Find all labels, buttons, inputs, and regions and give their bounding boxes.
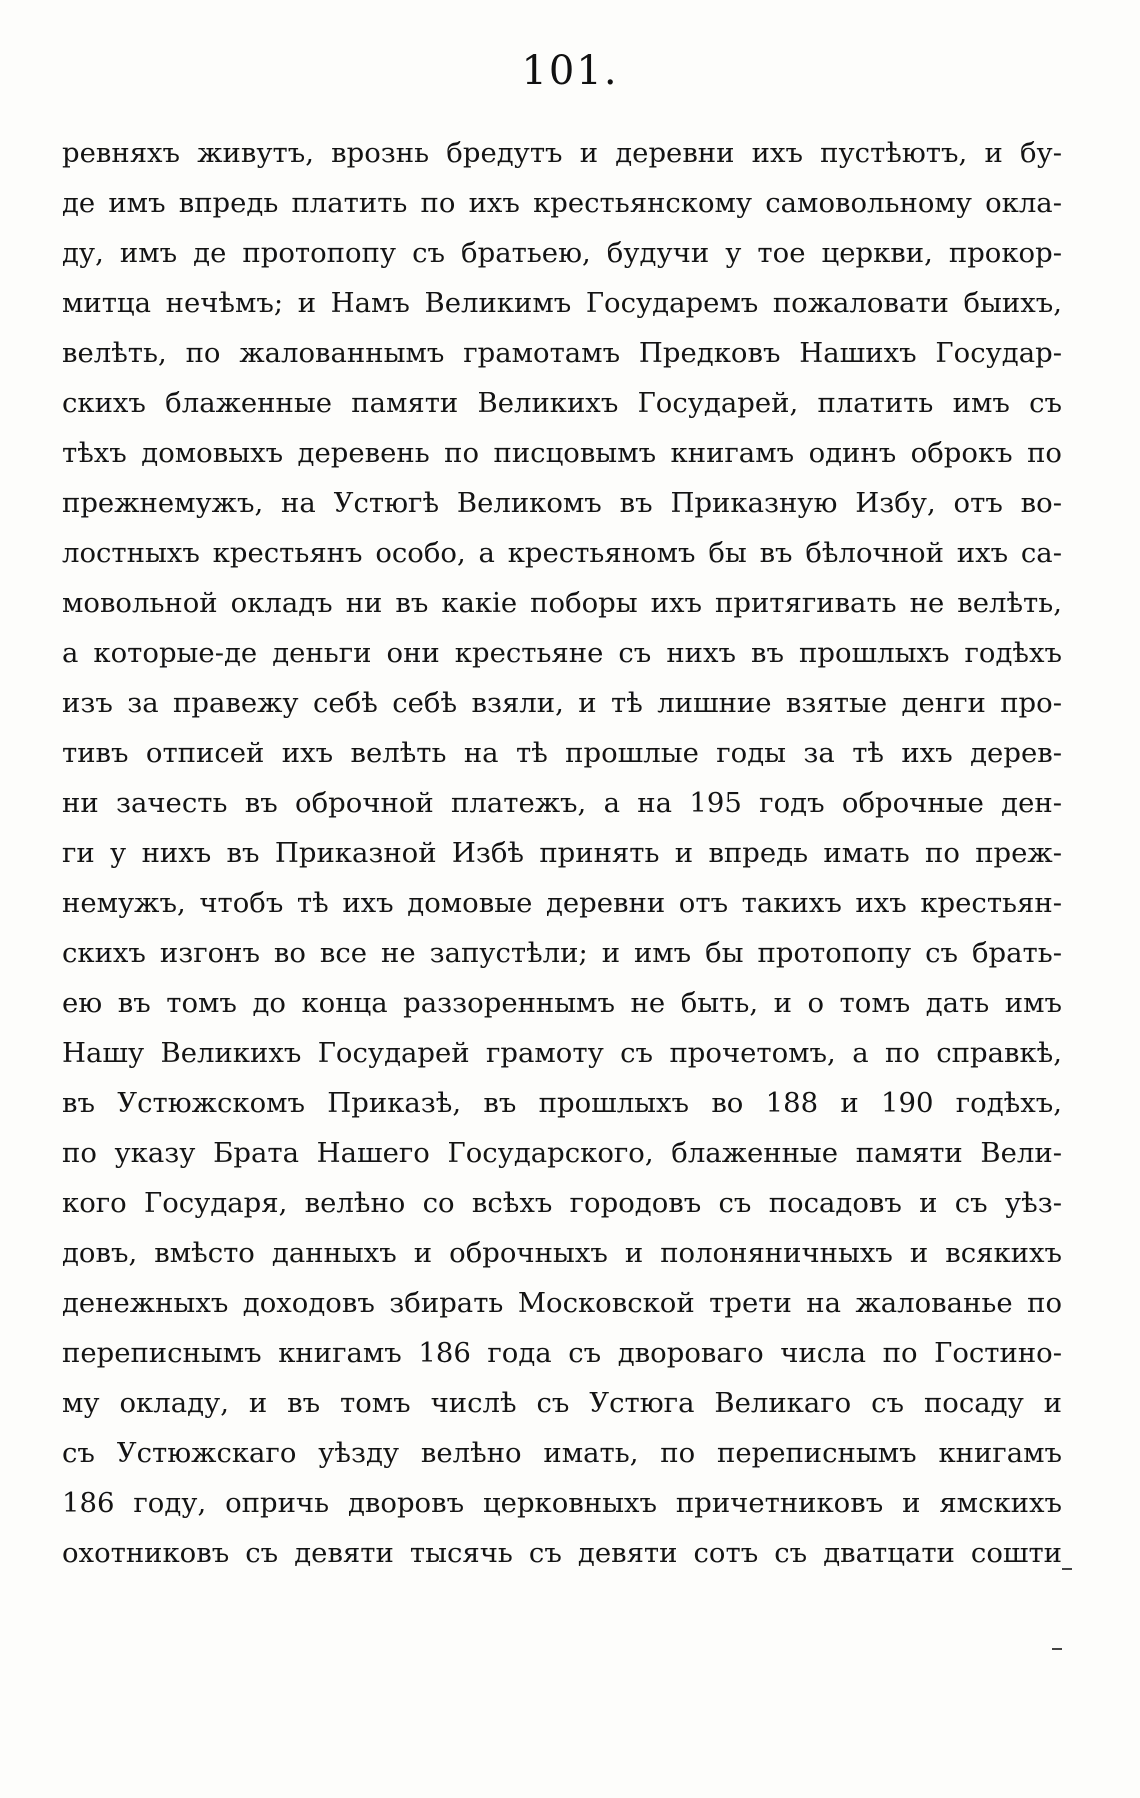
text-line: му окладу, и въ томъ числѣ съ Устюга Великаго съ посаду и: [62, 1387, 1062, 1419]
text-line: прежнемужъ, на Устюгѣ Великомъ въ Приказную Избу, отъ во-: [62, 487, 1062, 519]
margin-dash: [1052, 1648, 1062, 1650]
body-text: [62, 128, 1062, 1578]
text-line: велѣть, по жалованнымъ грамотамъ Предковъ Нашихъ Государ-: [62, 337, 1062, 369]
text-line: скихъ блаженные памяти Великихъ Государей, платить имъ съ: [62, 387, 1062, 419]
text-line: ревняхъ живутъ, врознь бредутъ и деревни ихъ пустѣютъ, и бу-: [62, 137, 1062, 169]
text-line: тивъ отписей ихъ велѣть на тѣ прошлые годы за тѣ ихъ дерев-: [62, 737, 1062, 769]
text-line: 186 году, опричь дворовъ церковныхъ причетниковъ и ямскихъ: [62, 1487, 1062, 1519]
text-line: охотниковъ съ девяти тысячь съ девяти сотъ съ дватцати сошти: [62, 1537, 1062, 1569]
text-line: ни зачесть въ оброчной платежъ, а на 195 годъ оброчные ден-: [62, 787, 1062, 819]
text-line: переписнымъ книгамъ 186 года съ двороваго числа по Гостино-: [62, 1337, 1062, 1369]
text-line: ги у нихъ въ Приказной Избѣ принять и впредь имать по преж-: [62, 837, 1062, 869]
page-number: 101.: [521, 48, 619, 94]
text-line: изъ за правежу себѣ себѣ взяли, и тѣ лишние взятые денги про-: [62, 687, 1062, 719]
text-line: въ Устюжскомъ Приказѣ, въ прошлыхъ во 188 и 190 годѣхъ,: [62, 1087, 1062, 1119]
text-line: ду, имъ де протопопу съ братьею, будучи у тое церкви, прокор-: [62, 237, 1062, 269]
text-line: немужъ, чтобъ тѣ ихъ домовые деревни отъ такихъ ихъ крестьян-: [62, 887, 1062, 919]
text-line: по указу Брата Нашего Государского, блаженные памяти Вели-: [62, 1137, 1062, 1169]
text-line: митца нечѣмъ; и Намъ Великимъ Государемъ пожаловати быихъ,: [62, 287, 1062, 319]
text-line: а которые-де деньги они крестьяне съ нихъ въ прошлыхъ годѣхъ: [62, 637, 1062, 669]
text-line: тѣхъ домовыхъ деревень по писцовымъ книгамъ одинъ оброкъ по: [62, 437, 1062, 469]
text-line: де имъ впредь платить по ихъ крестьянскому самовольному окла-: [62, 187, 1062, 219]
text-line: съ Устюжскаго уѣзду велѣно имать, по переписнымъ книгамъ: [62, 1437, 1062, 1469]
text-line: лостныхъ крестьянъ особо, а крестьяномъ бы въ бѣлочной ихъ са-: [62, 537, 1062, 569]
text-line: денежныхъ доходовъ збирать Московской трети на жалованье по: [62, 1287, 1062, 1319]
text-line: довъ, вмѣсто данныхъ и оброчныхъ и полоняничныхъ и всякихъ: [62, 1237, 1062, 1269]
text-line: Нашу Великихъ Государей грамоту съ прочетомъ, а по справкѣ,: [62, 1037, 1062, 1069]
margin-dash: [1062, 1568, 1072, 1570]
text-line: скихъ изгонъ во все не запустѣли; и имъ бы протопопу съ брать-: [62, 937, 1062, 969]
text-line: мовольной окладъ ни въ какіе поборы ихъ притягивать не велѣть,: [62, 587, 1062, 619]
text-line: ею въ томъ до конца раззореннымъ не быть, и о томъ дать имъ: [62, 987, 1062, 1019]
text-line: кого Государя, велѣно со всѣхъ городовъ съ посадовъ и съ уѣз-: [62, 1187, 1062, 1219]
